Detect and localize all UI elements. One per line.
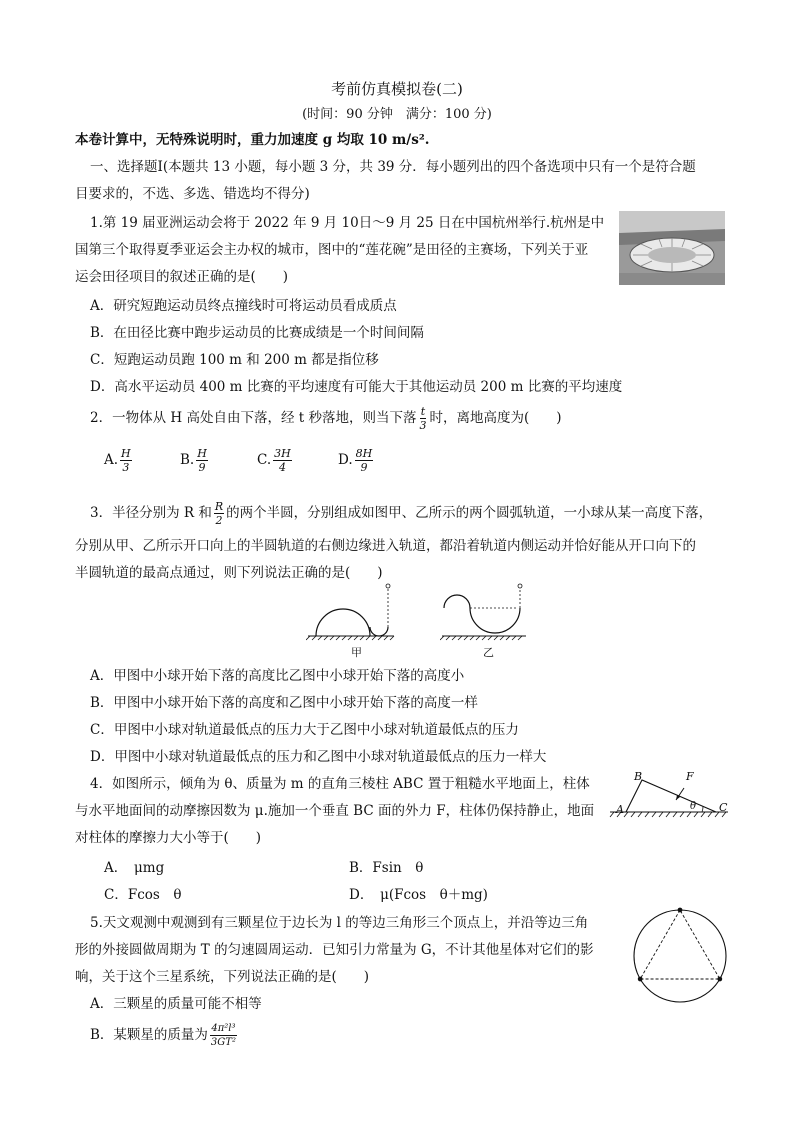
q2-fraction-num: t (420, 405, 426, 418)
q2-option-a-label: A. (104, 452, 119, 468)
q2-option-c-den: 4 (278, 461, 286, 474)
q5-stem-line1: 5.天文观测中观测到有三颗星位于边长为 l 的等边三角形三个顶点上，并沿等边三角 (90, 915, 589, 931)
q1-stem-line1: 1.第 19 届亚洲运动会将于 2022 年 9 月 10日～9 月 25 日在中国杭州举行.杭州是中 (90, 215, 605, 231)
q2-stem (90, 405, 562, 432)
q2-stem-pre: 2．一物体从 H 高处自由下落，经 t 秒落地，则当下落 (90, 410, 417, 426)
q4-stem-line3: 对柱体的摩擦力大小等于( ) (75, 830, 262, 846)
q2-option-d-den: 9 (360, 461, 368, 474)
track-figure-yi (440, 582, 530, 652)
notice-text: 本卷计算中，无特殊说明时，重力加速度 g 均取 10 m/s². (75, 132, 430, 148)
q3-option-a: A．甲图中小球开始下落的高度比乙图中小球开始下落的高度小 (90, 668, 465, 684)
track-figure-jia (306, 582, 398, 652)
q4-option-b: B．Fsin θ (349, 860, 424, 876)
q3-fraction-den: 2 (215, 514, 223, 527)
q3-stem-post: 的两个半圆，分别组成如图甲、乙所示的两个圆弧轨道，一小球从某一高度下落， (226, 505, 713, 521)
q5-option-b (90, 1022, 239, 1049)
q5-option-b-den: 3GT² (210, 1037, 236, 1048)
prism-label-c: C (719, 801, 728, 814)
q2-stem-post: 时，离地高度为( ) (429, 410, 562, 426)
time-score-info: (时间：90 分钟 满分：100 分) (302, 107, 492, 122)
three-star-figure (628, 904, 732, 1008)
q3-fraction-num: R (214, 500, 224, 513)
q2-option-b (180, 447, 210, 474)
q2-option-a-num: H (121, 447, 131, 460)
q2-option-b-label: B. (180, 452, 195, 468)
fig-label-jia: 甲 (351, 646, 362, 659)
q2-option-b-den: 9 (198, 461, 206, 474)
q1-stem-line2: 国第三个取得夏季亚运会主办权的城市，图中的“莲花碗”是田径的主赛场，下列关于亚 (75, 242, 589, 258)
q1-option-d: D．高水平运动员 400 m 比赛的平均速度有可能大于其他运动员 200 m 比赛的平均速度 (90, 379, 623, 395)
q1-option-c: C．短跑运动员跑 100 m 和 200 m 都是指位移 (90, 352, 379, 368)
q3-stem-line3: 半圆轨道的最高点通过，则下列说法正确的是( ) (75, 565, 383, 581)
q3-option-b: B．甲图中小球开始下落的高度和乙图中小球开始下落的高度一样 (90, 695, 478, 711)
q4-option-a: A． μmg (104, 860, 165, 876)
prism-figure (606, 764, 730, 822)
prism-label-theta: θ (690, 801, 697, 812)
q1-option-a: A．研究短跑运动员终点撞线时可将运动员看成质点 (90, 298, 397, 314)
q3-option-d: D．甲图中小球对轨道最低点的压力和乙图中小球对轨道最低点的压力一样大 (90, 749, 547, 765)
q2-option-d-label: D. (338, 452, 353, 468)
prism-label-f: F (686, 770, 694, 783)
q2-option-c (257, 447, 294, 474)
section-heading-line2: 目要求的，不选、多选、错选均不得分) (75, 186, 310, 202)
q2-option-a (104, 447, 134, 474)
q2-fraction-den: 3 (419, 419, 427, 432)
q2-option-a-den: 3 (122, 461, 130, 474)
q3-stem-line2: 分别从甲、乙所示开口向上的半圆轨道的右侧边缘进入轨道，都沿着轨道内侧运动并恰好能从开口向下的 (75, 538, 696, 554)
q4-option-d: D． μ(Fcos θ＋mg) (349, 887, 488, 903)
q4-stem-line2: 与水平地面间的动摩擦因数为 μ.施加一个垂直 BC 面的外力 F，柱体仍保持静止，地面 (75, 803, 595, 819)
q5-stem-line3: 响，关于这个三星系统，下列说法正确的是( ) (75, 969, 370, 985)
q5-option-a: A．三颗星的质量可能不相等 (90, 996, 262, 1012)
q3-stem-line1 (90, 500, 712, 527)
prism-label-b: B (634, 770, 643, 783)
q5-option-b-pre: B．某颗星的质量为 (90, 1027, 208, 1043)
prism-label-a: A (616, 803, 624, 816)
q5-option-b-num: 4π²l³ (211, 1023, 236, 1034)
q2-option-c-num: 3H (274, 447, 291, 460)
fig-label-yi: 乙 (483, 646, 494, 659)
q1-stem-line3: 运会田径项目的叙述正确的是( ) (75, 269, 289, 285)
q2-option-b-num: H (197, 447, 207, 460)
q5-stem-line2: 形的外接圆做周期为 T 的匀速圆周运动．已知引力常量为 G，不计其他星体对它们的影 (75, 942, 594, 958)
q2-fraction (418, 405, 427, 432)
q3-option-c: C．甲图中小球对轨道最低点的压力大于乙图中小球对轨道最低点的压力 (90, 722, 519, 738)
q1-option-b: B．在田径比赛中跑步运动员的比赛成绩是一个时间间隔 (90, 325, 424, 341)
q2-option-d (338, 447, 375, 474)
section-heading-line1: 一、选择题Ⅰ(本题共 13 小题，每小题 3 分，共 39 分．每小题列出的四个备选项中只有一个是符合题 (90, 159, 696, 175)
stadium-photo (619, 211, 725, 285)
page-title: 考前仿真模拟卷(二) (331, 80, 463, 98)
q3-stem-pre: 3．半径分别为 R 和 (90, 505, 212, 521)
q2-option-c-label: C. (257, 452, 272, 468)
q4-stem-line1: 4．如图所示，倾角为 θ、质量为 m 的直角三棱柱 ABC 置于粗糙水平地面上，柱体 (90, 776, 590, 792)
q4-option-c: C．Fcos θ (104, 887, 182, 903)
q2-option-d-num: 8H (355, 447, 373, 460)
